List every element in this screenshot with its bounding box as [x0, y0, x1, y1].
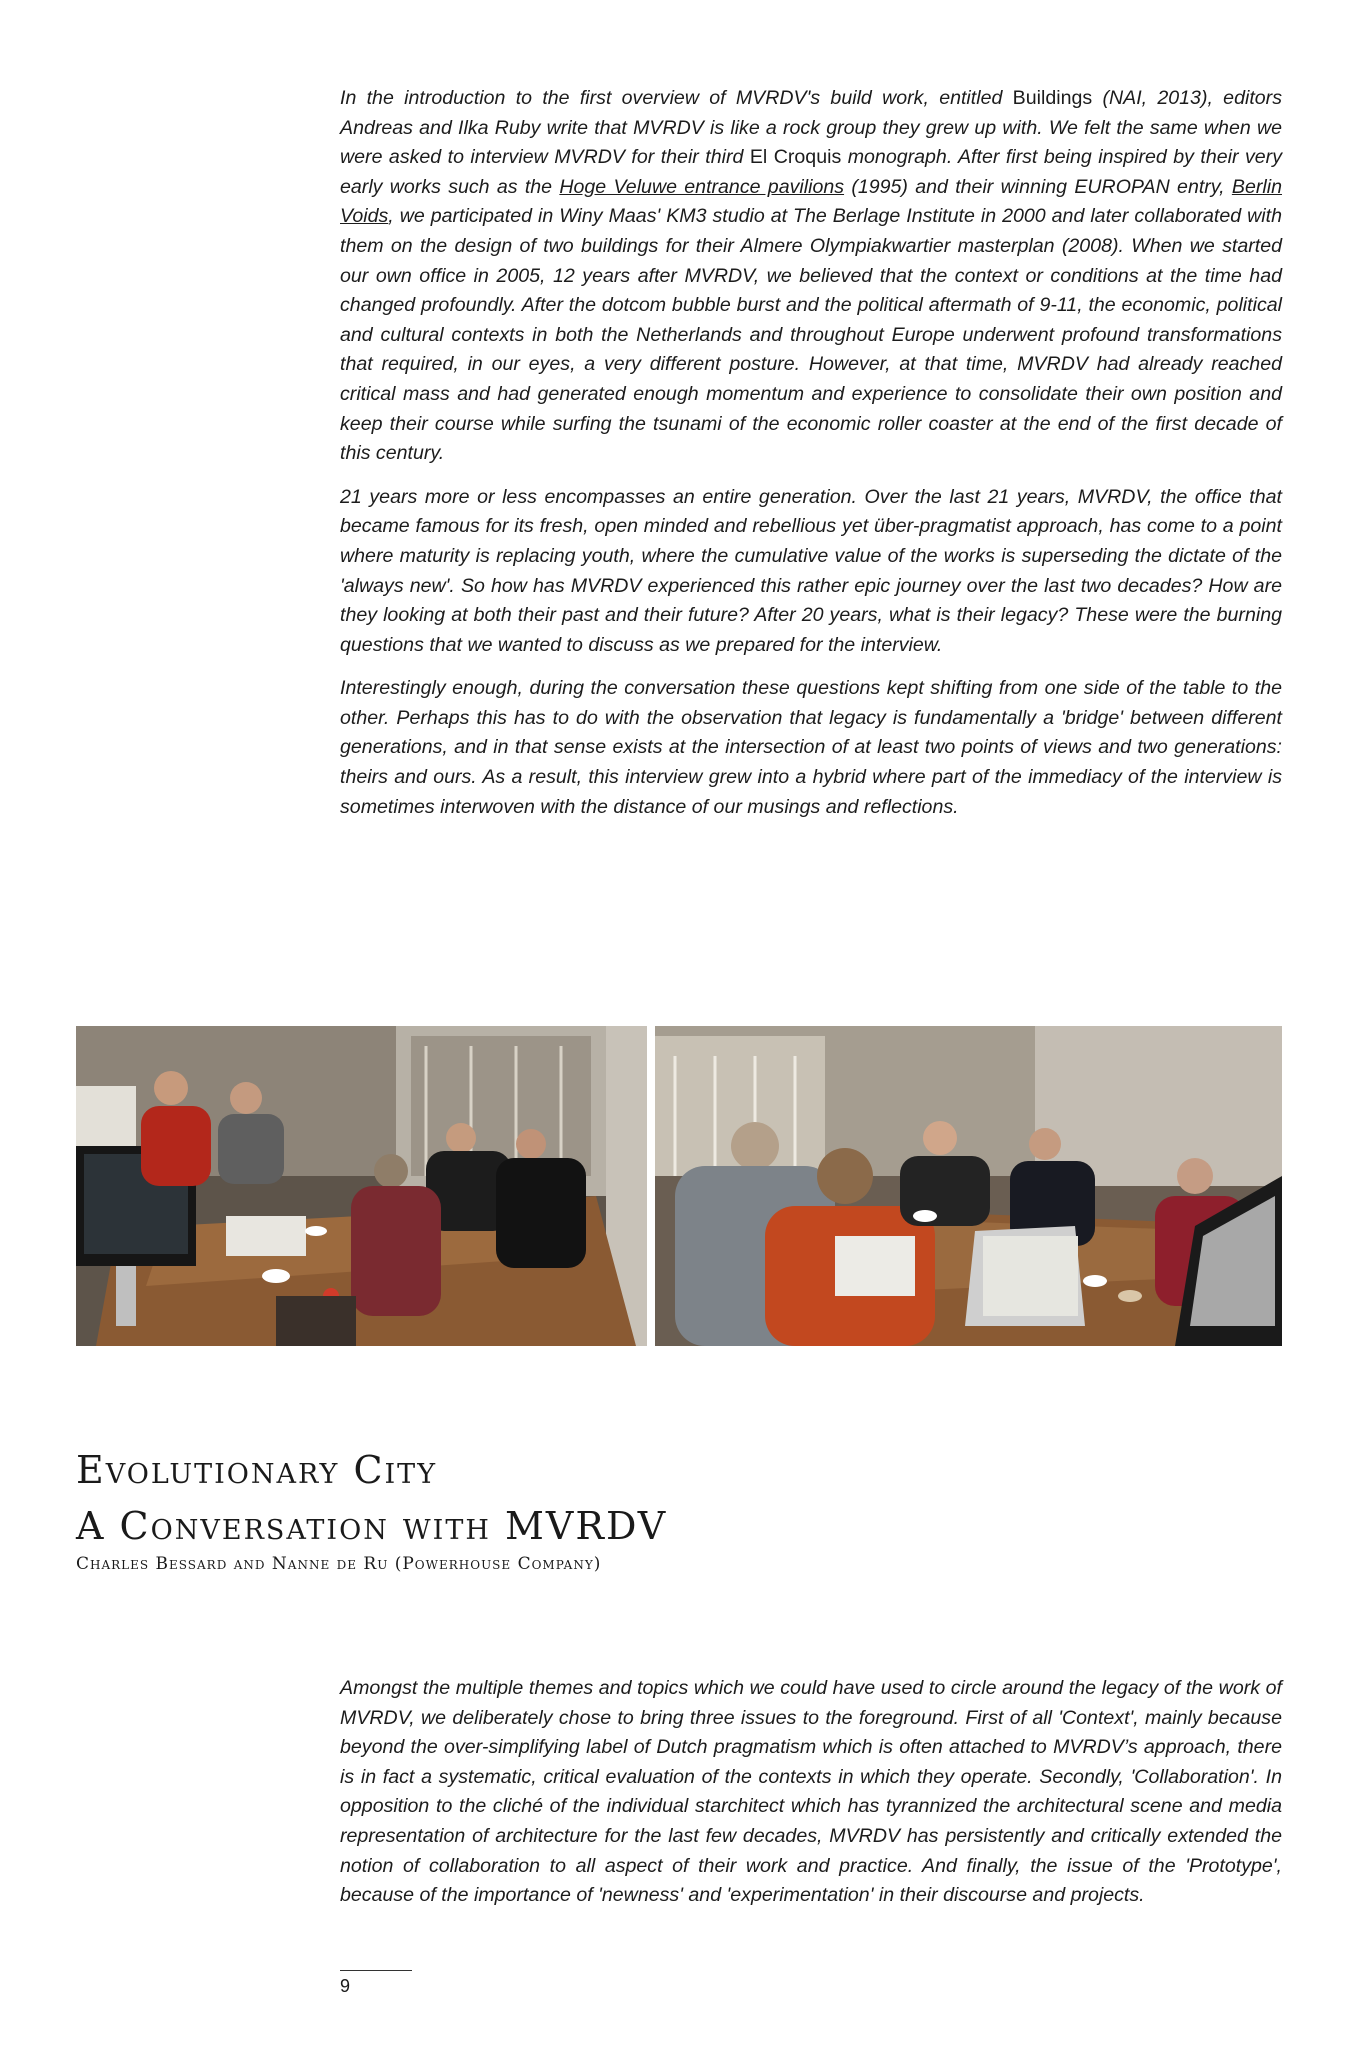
abstract-text: [340, 1674, 1282, 1925]
article-title-line-2: A Conversation with MVRDV: [76, 1504, 668, 1548]
publication-el-croquis: El Croquis: [749, 146, 842, 169]
book-title-buildings: Buildings: [1012, 87, 1093, 109]
article-title: [76, 1442, 667, 1554]
abstract-paragraph: Amongst the multiple themes and topics which we could have used to circle around the legacy of the work of MVRDV, we deliberately chose to bring three issues to the foreground. First of all 'Context', mainly because beyond the over-simplifying label of Dutch pragmatism which is often attached to MVRDV’s approach, there is in fact a systematic, critical evaluation of the contexts in which they operate. Secondly, 'Collaboration'. In opposition to the cliché of the individual starchitect which has tyrannized the architectural scene and media representation of architecture for the last few decades, MVRDV has persistently and critically extended the notion of collaboration to all aspect of their work and practice. And finally, the issue of the 'Prototype', because of the importance of 'newness' and 'experimentation' in their discourse and projects.: [340, 1677, 1282, 1907]
hoge-veluwe-link[interactable]: Hoge Veluwe entrance pavilions: [559, 175, 845, 198]
intro-paragraph-2: 21 years more or less encompasses an entire generation. Over the last 21 years, MVRDV, the office that became famous for its fresh, open minded and rebellious yet über-pragmatist approach, has come to a point where maturity is replacing youth, where the cumulative value of the works is superseding the dictate of the 'always new'. So how has MVRDV experienced this rather epic journey over the last two decades? How are they looking at both their past and their future? After 20 years, what is their legacy? These were the burning questions that we wanted to discuss as we prepared for the interview.: [340, 485, 1282, 656]
interview-photos: [76, 1026, 1282, 1346]
intro-paragraph-1: In the introduction to the first overview of MVRDV's build work, entitled Buildings (NAI, 2013), editors Andreas and Ilka Ruby write that MVRDV is like a rock group they grew up with. We felt the same when we were asked to interview MVRDV for their third El Croquis monograph. After first being inspired by their very early works such as the Hoge Veluwe entrance pavilions (1995) and their winning EUROPAN entry, Berlin Voids, we participated in Winy Maas' KM3 studio at The Berlage Institute in 2000 and later collaborated with them on the design of two buildings for their Almere Olympiakwartier masterplan (2008). When we started our own office in 2005, 12 years after MVRDV, we believed that the context or conditions at the time had changed profoundly. After the dotcom bubble burst and the political aftermath of 9-11, the economic, political and cultural contexts in both the Netherlands and throughout Europe underwent profound transformations that required, in our eyes, a very different posture. However, at that time, MVRDV had already reached critical mass and had generated enough momentum and experience to consolidate their own position and keep their course while surfing the tsunami of the economic roller coaster at the end of the first decade of this century.: [340, 87, 1282, 465]
footer-rule: [340, 1970, 412, 1971]
article-authors: Charles Bessard and Nanne de Ru (Powerhouse Company): [76, 1554, 602, 1574]
article-title-line-1: Evolutionary City: [76, 1448, 438, 1492]
intro-text: [340, 84, 1282, 836]
berlin-voids-link[interactable]: Berlin Voids: [340, 175, 1282, 228]
page-number: 9: [340, 1976, 351, 1996]
intro-paragraph-3: Interestingly enough, during the conversation these questions kept shifting from one side of the table to the other. Perhaps this has to do with the observation that legacy is fundamentally a 'bridge' between different generations, and in that sense exists at the intersection of at least two points of views and two generations: theirs and ours. As a result, this interview grew into a hybrid where part of the immediacy of the interview is sometimes interwoven with the distance of our musings and reflections.: [340, 677, 1282, 818]
interview-photo-left: [76, 1026, 647, 1346]
interview-photo-right: [655, 1026, 1282, 1346]
